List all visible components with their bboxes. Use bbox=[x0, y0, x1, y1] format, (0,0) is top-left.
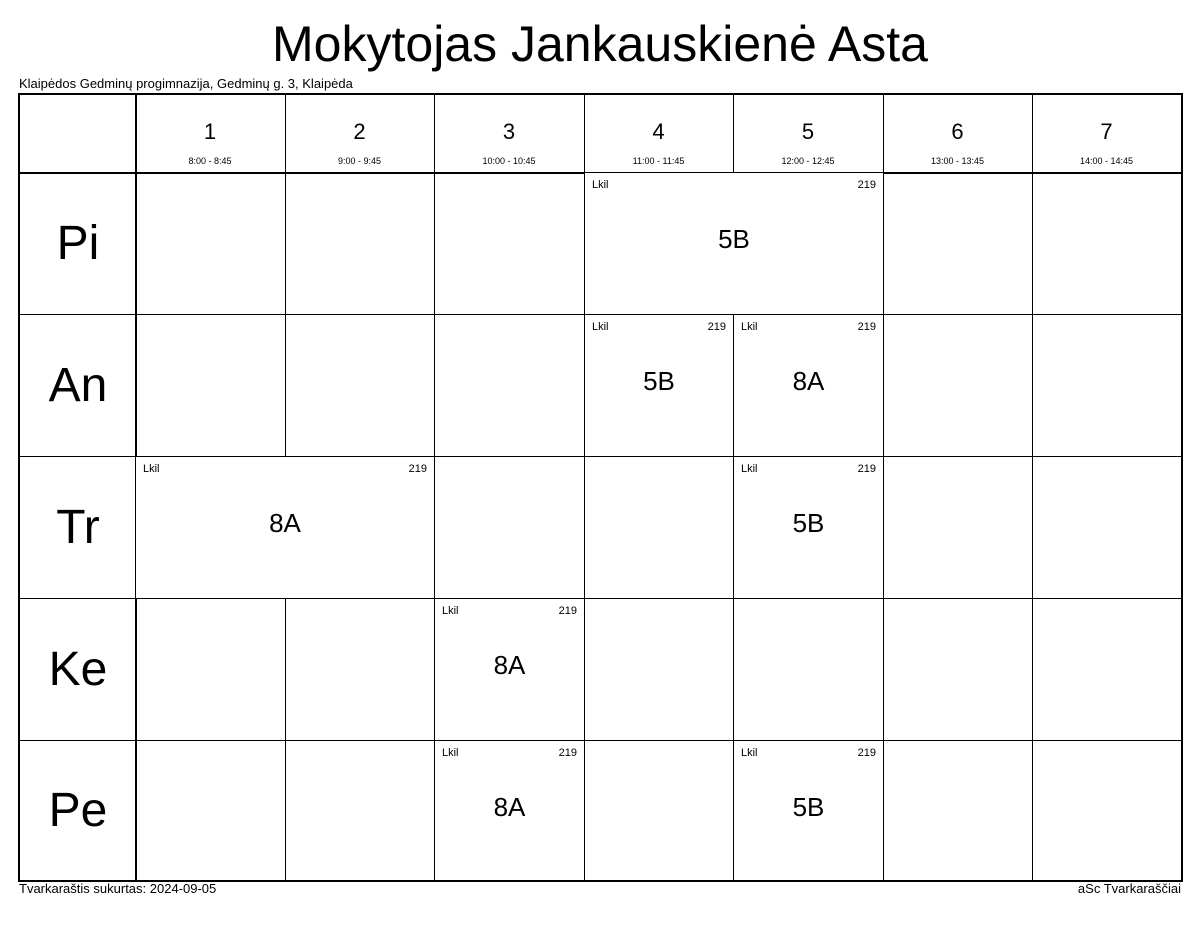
period-header bbox=[1032, 95, 1181, 173]
period-header bbox=[883, 95, 1032, 173]
lesson-card[interactable] bbox=[585, 315, 733, 456]
lesson-class: 5B bbox=[792, 508, 825, 538]
lesson-room: 219 bbox=[558, 747, 577, 759]
page-title: Mokytojas Jankauskienė Asta bbox=[272, 16, 928, 72]
lesson-class: 8A bbox=[269, 508, 301, 538]
period-time: 13:00 - 13:45 bbox=[930, 156, 985, 166]
lesson-card[interactable] bbox=[734, 741, 883, 880]
day-label: Ke bbox=[48, 643, 108, 696]
period-time: 10:00 - 10:45 bbox=[482, 156, 536, 166]
day-label: Pi bbox=[56, 217, 100, 270]
period-number: 2 bbox=[353, 119, 366, 144]
period-number: 3 bbox=[502, 119, 516, 144]
lesson-card[interactable] bbox=[734, 315, 883, 456]
period-number: 5 bbox=[801, 119, 815, 144]
lesson-subject: Lkil bbox=[442, 747, 459, 759]
period-time: 14:00 - 14:45 bbox=[1079, 156, 1134, 166]
period-header bbox=[584, 95, 733, 173]
grid-hline bbox=[20, 598, 1181, 599]
period-number: 1 bbox=[203, 119, 217, 144]
lesson-room: 219 bbox=[857, 463, 876, 475]
lesson-room: 219 bbox=[558, 605, 577, 617]
lesson-card[interactable] bbox=[435, 741, 584, 880]
lesson-room: 219 bbox=[857, 747, 876, 759]
day-label: An bbox=[48, 359, 108, 412]
lesson-class: 5B bbox=[643, 366, 675, 396]
period-header bbox=[135, 95, 285, 173]
lesson-room: 219 bbox=[408, 463, 427, 475]
lesson-subject: Lkil bbox=[442, 605, 459, 617]
period-header bbox=[434, 95, 584, 173]
lesson-class: 5B bbox=[792, 792, 825, 822]
grid-hline bbox=[20, 740, 1181, 741]
lesson-room: 219 bbox=[707, 321, 726, 333]
grid-vline bbox=[1032, 95, 1033, 880]
lesson-subject: Lkil bbox=[741, 321, 758, 333]
lesson-card[interactable] bbox=[136, 457, 434, 598]
period-time: 8:00 - 8:45 bbox=[188, 156, 232, 166]
lesson-card[interactable] bbox=[435, 599, 584, 740]
lesson-card[interactable] bbox=[585, 173, 883, 314]
lesson-subject: Lkil bbox=[741, 463, 758, 475]
period-header bbox=[285, 95, 434, 173]
period-time: 11:00 - 11:45 bbox=[632, 156, 685, 166]
lesson-class: 8A bbox=[792, 366, 825, 396]
lesson-subject: Lkil bbox=[592, 321, 609, 333]
lesson-class: 5B bbox=[718, 224, 750, 254]
timetable-grid bbox=[18, 93, 1183, 882]
lesson-room: 219 bbox=[857, 179, 876, 191]
lesson-class: 8A bbox=[493, 792, 526, 822]
lesson-card[interactable] bbox=[734, 457, 883, 598]
brand-label: aSc Tvarkaraščiai bbox=[1077, 881, 1181, 896]
lesson-class: 8A bbox=[493, 650, 526, 680]
created-date: Tvarkaraštis sukurtas: 2024-09-05 bbox=[19, 881, 217, 896]
period-time: 12:00 - 12:45 bbox=[781, 156, 835, 166]
school-address: Klaipėdos Gedminų progimnazija, Gedminų g. 3, Klaipėda bbox=[19, 76, 353, 91]
period-number: 7 bbox=[1100, 119, 1113, 144]
lesson-subject: Lkil bbox=[592, 179, 609, 191]
day-label: Pe bbox=[48, 784, 108, 837]
lesson-subject: Lkil bbox=[143, 463, 160, 475]
lesson-room: 219 bbox=[857, 321, 876, 333]
lesson-subject: Lkil bbox=[741, 747, 758, 759]
period-number: 6 bbox=[951, 119, 964, 144]
period-number: 4 bbox=[652, 119, 665, 144]
period-time: 9:00 - 9:45 bbox=[337, 156, 382, 166]
period-header bbox=[733, 95, 883, 173]
day-label: Tr bbox=[56, 501, 100, 554]
grid-vline bbox=[883, 95, 884, 880]
